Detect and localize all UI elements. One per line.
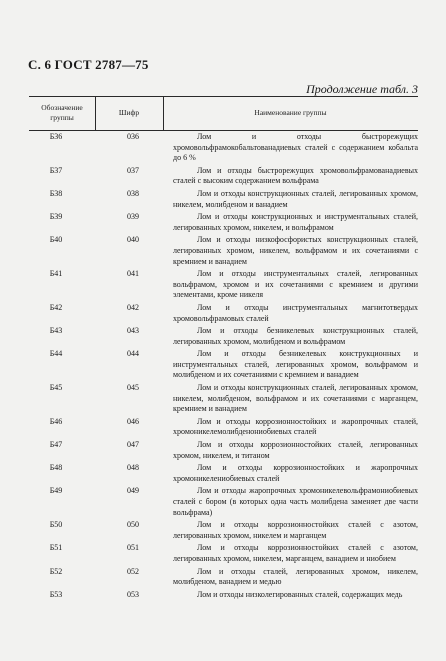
row-name: Лом и отходы быстрорежущих хромовольфрамованадиевых сталей с высоким содержанием вольфрама [173, 165, 418, 186]
row-code: Б50 [49, 520, 63, 530]
table-row [29, 235, 418, 267]
row-code: Б47 [49, 440, 63, 450]
row-code: Б49 [49, 486, 63, 496]
table-row [29, 303, 418, 324]
row-name: Лом и отходы безникелевых конструкционных и инструментальных сталей, легированных хромом, вольфрамом и молибденом и их сочетаниями с кремнием и ванадием [173, 349, 418, 380]
row-code: Б40 [49, 235, 63, 245]
row-code: Б51 [49, 543, 63, 553]
row-cipher: 046 [127, 416, 139, 426]
column-header-code: Обозначение группы [41, 103, 83, 122]
table-row [29, 463, 418, 484]
row-cipher: 048 [127, 463, 139, 473]
table-row [29, 543, 418, 564]
row-code: Б39 [49, 212, 63, 222]
row-code: Б48 [49, 463, 63, 473]
column-header-name: Наименование группы [254, 108, 327, 117]
row-cipher: 037 [127, 165, 139, 175]
row-code: Б46 [49, 416, 63, 426]
row-cipher: 053 [127, 589, 139, 599]
row-code: Б45 [49, 383, 63, 393]
row-cipher: 041 [127, 269, 139, 279]
row-name: Лом и отходы коррозионностойких сталей, легированных хромом, никелем, и титаном [173, 440, 418, 460]
row-name: Лом и отходы коррозионностойких сталей с азотом, легированных хромом, никелем и марганцем [173, 520, 418, 540]
row-code: Б37 [49, 165, 63, 175]
row-cipher: 042 [127, 302, 139, 312]
table-header-bottom-rule [29, 130, 418, 131]
row-name: Лом и отходы быстрорежущих хромовольфрамокобальтованадиевых сталей с содержанием кобальта до 6 % [173, 132, 418, 163]
row-code: Б36 [49, 132, 63, 141]
row-code: Б53 [49, 589, 63, 599]
row-name: Лом и отходы низколегированных сталей, содержащих медь [197, 589, 403, 599]
table-row [29, 189, 418, 210]
row-name: Лом и отходы инструментальных магнитотвердых хромовольфрамовых сталей [173, 302, 418, 323]
table-row [29, 486, 418, 518]
row-cipher: 039 [127, 212, 139, 222]
row-cipher: 043 [127, 326, 139, 336]
table-row [29, 269, 418, 301]
row-code: Б44 [49, 349, 63, 359]
row-cipher: 052 [127, 566, 139, 576]
table-row [29, 417, 418, 438]
row-cipher: 049 [127, 486, 139, 496]
row-code: Б43 [49, 326, 63, 336]
table-row [29, 440, 418, 461]
page-title: С. 6 ГОСТ 2787—75 [28, 57, 149, 72]
row-name: Лом и отходы безникелевых конструкционных сталей, легированных хромом, молибденом и вольфрамом [173, 326, 418, 346]
row-name: Лом и отходы жаропрочных хромоникелевольфрамониобиевых сталей с бором (в которых одна часть молибдена заменяет две части вольфрама) [173, 486, 418, 517]
table-body [29, 132, 418, 602]
row-name: Лом и отходы конструкционных сталей, легированных хромом, никелем, молибденом и ванадием [173, 188, 418, 209]
row-name: Лом и отходы конструкционных и инструментальных сталей, легированных хромом, никелем, и вольфрамом [173, 212, 418, 232]
row-cipher: 036 [127, 132, 139, 141]
table-row [29, 567, 418, 588]
row-name: Лом и отходы инструментальных сталей, легированных вольфрамом, хромом и их сочетаниями с кремнием и другими элементами, кроме никеля [173, 269, 418, 300]
table-row [29, 383, 418, 415]
row-name: Лом и отходы сталей, легированных хромом, никелем, молибденом, ванадием и медью [173, 566, 418, 587]
row-name: Лом и отходы коррозионностойких сталей с азотом, легированных хромом, никелем, марганцем, ванадием и ниобием [173, 543, 418, 563]
row-cipher: 051 [127, 543, 139, 553]
row-cipher: 045 [127, 383, 139, 393]
row-cipher: 050 [127, 520, 139, 530]
row-name: Лом и отходы низкофосфористых конструкционных сталей, легированных хромом, никелем, вольфрамом и их сочетаниями с кремнием и ванадием [173, 235, 418, 266]
table-continuation-label: Продолжение табл. 3 [306, 82, 418, 96]
column-header-cipher: Шифр [118, 108, 140, 117]
table-row [29, 166, 418, 187]
row-cipher: 040 [127, 235, 139, 245]
row-name: Лом и отходы конструкционных сталей, легированных хромом, никелем, молибденом, вольфрамом и их сочетаниями с марганцем, кремнием и ванадием [173, 383, 418, 414]
row-name: Лом и отходы коррозионностойких и жаропрочных хромоникелениобиевых сталей [173, 463, 418, 483]
table-row [29, 349, 418, 381]
table-row [29, 132, 418, 164]
table-row [29, 590, 418, 601]
row-code: Б42 [49, 302, 63, 312]
table-row [29, 212, 418, 233]
table-row [29, 520, 418, 541]
row-cipher: 038 [127, 188, 139, 198]
row-name: Лом и отходы коррозионностойких и жаропрочных сталей, хромоникелемолибденониобиевых сталей [173, 416, 418, 437]
row-cipher: 047 [127, 440, 139, 450]
table-row [29, 326, 418, 347]
row-cipher: 044 [127, 349, 139, 359]
row-code: Б52 [49, 566, 63, 576]
row-code: Б38 [49, 188, 63, 198]
row-code: Б41 [49, 269, 63, 279]
